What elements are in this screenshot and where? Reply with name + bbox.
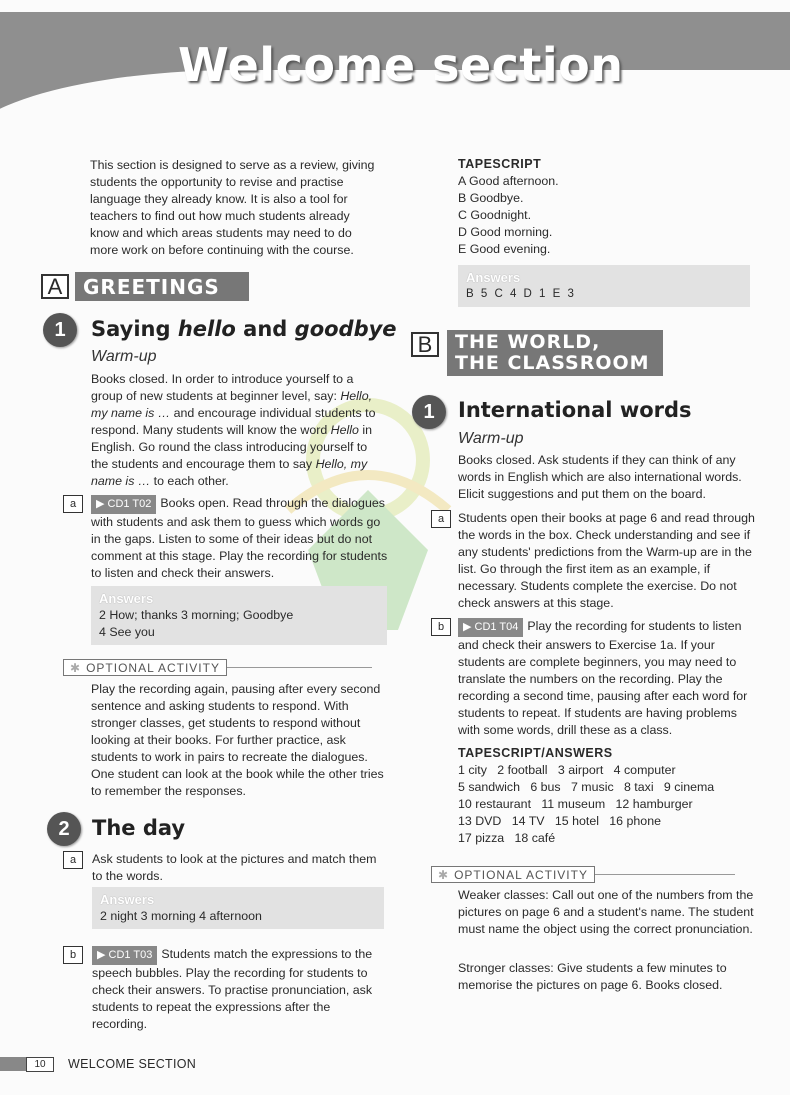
tapescript-1 <box>458 156 758 258</box>
answers-title: Answers <box>100 892 155 907</box>
line-text: Good afternoon. <box>469 174 559 188</box>
lesson-number-badge: 1 <box>43 313 77 347</box>
tapescript-line: 10 restaurant 11 museum 12 hamburger <box>458 797 693 811</box>
star-icon: ✱ <box>70 660 82 675</box>
text-run: Books closed. In order to introduce yourself to a group of new students at beginner level, say: <box>91 372 354 403</box>
answers-line: 4 See you <box>99 625 155 639</box>
answers-title: Answers <box>466 270 521 285</box>
optional-label-text: OPTIONAL ACTIVITY <box>86 660 220 675</box>
exercise-a-text: Ask students to look at the pictures and match them to the words. <box>92 852 377 883</box>
exercise-tag: a <box>63 495 83 513</box>
optional-activity-label <box>431 866 595 883</box>
answers-box <box>92 887 384 929</box>
lesson-title <box>91 317 397 341</box>
exercise-text: Books open. Read through the dialogues with students and ask them to guess which words go in the gaps. Listen to some of their ideas but do not comment at this stage. Play the recording for students to listen and check their answers. <box>91 496 388 580</box>
line-letter: A <box>458 174 466 188</box>
exercise-tag: b <box>431 618 451 636</box>
exercise-tag: a <box>431 510 451 528</box>
answers-line: 2 How; thanks 3 morning; Goodbye <box>99 608 294 622</box>
footer-bar <box>0 1057 26 1071</box>
exercise-tag: b <box>63 946 83 964</box>
section-letter: A <box>41 274 69 299</box>
divider <box>595 874 735 875</box>
weaker-text: Call out one of the numbers from the pictures on page 6 and a student's name. The student must name the object using the correct pronunciation. <box>458 888 754 936</box>
exercise-tag: a <box>63 851 83 869</box>
page-title: Welcome section <box>178 38 624 92</box>
star-icon: ✱ <box>438 867 450 882</box>
page-number: 10 <box>26 1057 54 1072</box>
section-title-line: THE WORLD, <box>455 331 601 353</box>
answers-line: B 5 C 4 D 1 E 3 <box>466 288 576 300</box>
tapescript-line: 5 sandwich 6 bus 7 music 8 taxi 9 cinema <box>458 780 715 794</box>
text-emphasis: Hello, my name is … <box>91 389 373 420</box>
text-emphasis: Hello, my name is … <box>91 457 368 488</box>
intro-paragraph: This section is designed to serve as a review, giving students the opportunity to revise and practise language they already know. It is also a tool for teachers to find out how much students already know and which areas students may need to do more work on before continuing with the course. <box>90 158 375 257</box>
footer-label: WELCOME SECTION <box>68 1057 197 1071</box>
lesson-title-part: Saying <box>91 317 178 341</box>
exercise-text: Play the recording for students to listen and check their answers to Exercise 1a. If your students are complete beginners, you may need to translate the numbers on the recording. Play the recording a second time, pausing after each word for students to repeat. If students are having problems with some words, drill these as a class. <box>458 619 748 737</box>
answers-title: Answers <box>99 591 154 606</box>
text-run: and encourage individual students to respond. Many students will know the word <box>91 406 376 437</box>
line-letter: B <box>458 191 467 205</box>
tapescript-line <box>458 224 758 241</box>
page-footer <box>0 1056 196 1072</box>
lesson-number-badge: 2 <box>47 812 81 846</box>
line-text: Goodbye. <box>469 191 524 205</box>
section-b-header <box>411 330 663 376</box>
tapescript-line: 1 city 2 football 3 airport 4 computer <box>458 763 676 777</box>
answers-box <box>91 586 387 645</box>
exercise-b-text <box>458 618 758 739</box>
tapescript-line: 13 DVD 14 TV 15 hotel 16 phone <box>458 814 661 828</box>
warmup-label: Warm-up <box>458 430 524 447</box>
text-emphasis: Hello <box>330 423 359 437</box>
lesson-title: International words <box>458 398 692 422</box>
tapescript-line <box>458 207 758 224</box>
optional-activity-header <box>63 659 372 676</box>
optional-activity-header <box>431 866 735 883</box>
tapescript-answers <box>458 745 758 847</box>
warmup-text: Books closed. Ask students if they can think of any words in English which are also international words. Elicit suggestions and put them on the board. <box>458 453 742 501</box>
lesson-title-emphasis: hello <box>177 317 236 341</box>
section-title-line: THE CLASSROOM <box>455 352 650 374</box>
weaker-label: Weaker classes: <box>458 888 549 902</box>
lesson-title-part: and <box>235 317 295 341</box>
cd-track-label: ▶ CD1 T03 <box>92 946 157 965</box>
warmup-label: Warm-up <box>91 348 157 365</box>
text-run: to each other. <box>150 474 229 488</box>
section-letter: B <box>411 332 439 357</box>
exercise-a-text: Students open their books at page 6 and read through the words in the box. Check understanding and see if any students' predictions from the Warm-up are in the list. Go through the first item as an example, if necessary. Students complete the exercise. Do not check answers at this stage. <box>458 511 755 610</box>
cd-track-label: ▶ CD1 T04 <box>458 618 523 637</box>
line-letter: C <box>458 208 467 222</box>
stronger-classes-text <box>458 960 758 994</box>
text-run: in English. Go round the class introducing yourself to the students and encourage them to say <box>91 423 373 471</box>
tapescript-line <box>458 241 758 258</box>
lesson-number-badge: 1 <box>412 395 446 429</box>
exercise-text: Students match the expressions to the speech bubbles. Play the recording for students to check their answers. To practise pronunciation, ask students to repeat the expressions after the recording. <box>92 947 373 1031</box>
line-text: Good evening. <box>469 242 551 256</box>
warmup-text <box>91 371 386 490</box>
answers-line: 2 night 3 morning 4 afternoon <box>100 909 262 923</box>
tapescript-line <box>458 190 758 207</box>
optional-activity-text: Play the recording again, pausing after every second sentence and asking students to respond. With stronger classes, get students to respond without looking at their books. For further practice, ask students to work in pairs to recreate the dialogues. One student can look at the book while the other tries to remember the responses. <box>91 682 384 798</box>
tapescript-title: TAPESCRIPT <box>458 157 542 171</box>
line-letter: D <box>458 225 467 239</box>
optional-activity-label <box>63 659 227 676</box>
lesson-title-emphasis: goodbye <box>294 317 397 341</box>
answers-box <box>458 265 750 307</box>
tapescript-line: 17 pizza 18 café <box>458 831 556 845</box>
lesson-title: The day <box>92 816 186 840</box>
stronger-text: Give students a few minutes to memorise the pictures on page 6. Books closed. <box>458 961 727 992</box>
line-text: Goodnight. <box>470 208 532 222</box>
exercise-a-text <box>91 495 388 582</box>
stronger-label: Stronger classes: <box>458 961 554 975</box>
section-title <box>447 330 663 376</box>
tapescript-line <box>458 173 758 190</box>
page-header <box>0 0 790 150</box>
cd-track-label: ▶ CD1 T02 <box>91 495 156 514</box>
line-letter: E <box>458 242 467 256</box>
optional-label-text: OPTIONAL ACTIVITY <box>454 867 588 882</box>
line-text: Good morning. <box>470 225 553 239</box>
exercise-b-text <box>92 946 384 1033</box>
tapescript-title: TAPESCRIPT/ANSWERS <box>458 746 613 760</box>
section-a-header <box>41 272 249 301</box>
divider <box>227 667 372 668</box>
weaker-classes-text <box>458 887 758 938</box>
section-title: GREETINGS <box>75 272 249 301</box>
